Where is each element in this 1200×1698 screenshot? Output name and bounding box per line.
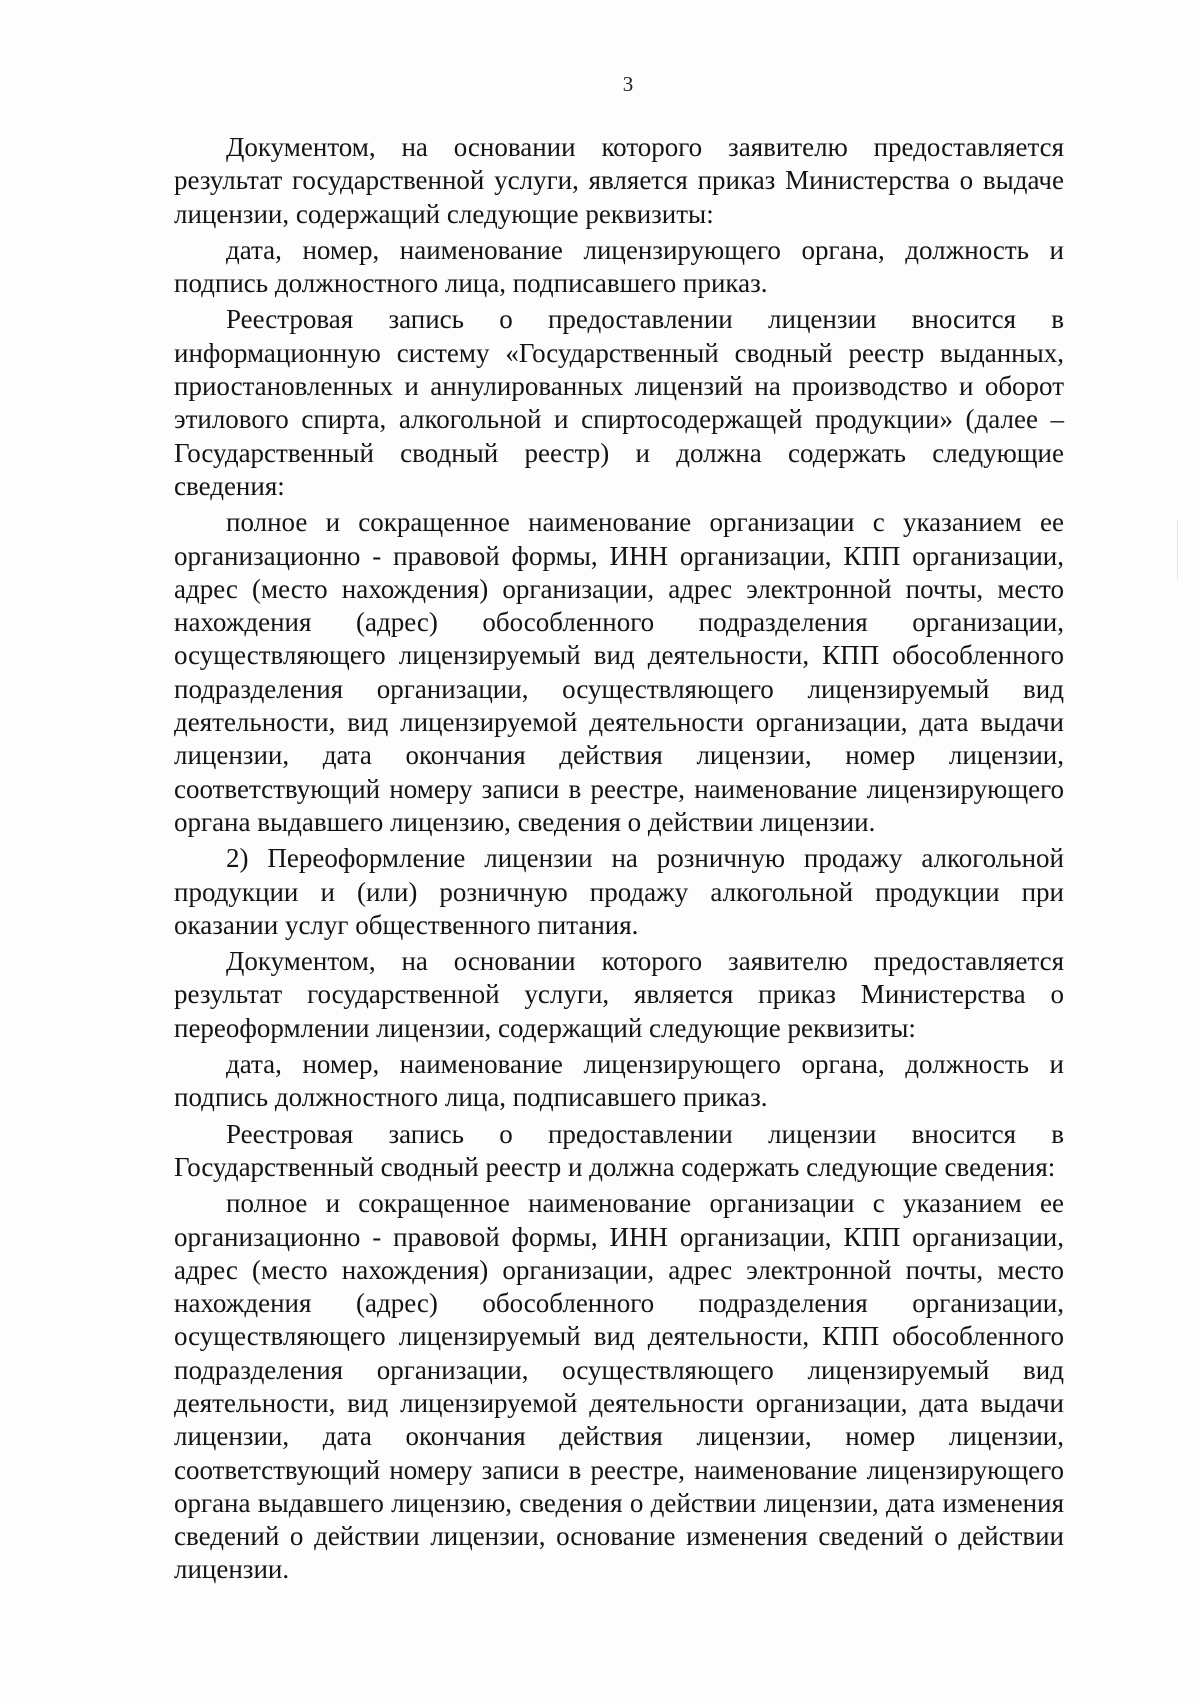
paragraph-result-document: Документом, на основании которого заявителю предоставляется результат государственной услуги, является приказ Министерства о выдаче лицензии, содержащий следующие реквизиты: (174, 132, 1064, 229)
paragraph-reissue-result-document: Документом, на основании которого заявителю предоставляется результат государственной услуги, является приказ Министерства о переоформлении лицензии, содержащий следующие реквизиты: (174, 946, 1064, 1043)
document-body (174, 131, 1064, 1587)
paragraph-reissue-registry-record: Реестровая запись о предоставлении лицензии вносится в Государственный сводный реестр и должна содержать следующие сведения: (174, 1118, 1064, 1182)
paragraph-reissue-heading: 2) Переоформление лицензии на розничную продажу алкогольной продукции и (или) розничную продажу алкогольной продукции при оказании услуг общественного питания. (174, 843, 1064, 940)
paragraph-reissue-registry-fields: полное и сокращенное наименование организации с указанием ее организационно - правовой формы, ИНН организации, КПП организации, адрес (место нахождения) организации, адрес электронной почты, место нахождения (адрес) обособленного подразделения организации, осуществляющего лицензируемый вид деятельности, КПП обособленного подразделения организации, осуществляющего лицензируемый вид деятельности, вид лицензируемой деятельности организации, дата выдачи лицензии, дата окончания действия лицензии, номер лицензии, соответствующий номеру записи в реестре, наименование лицензирующего органа выдавшего лицензию, сведения о действии лицензии, дата изменения сведений о действии лицензии, основание изменения сведений о действии лицензии. (174, 1188, 1064, 1585)
scan-edge-mark (1177, 520, 1178, 580)
paragraph-registry-fields: полное и сокращенное наименование организации с указанием ее организационно - правовой формы, ИНН организации, КПП организации, адрес (место нахождения) организации, адрес электронной почты, место нахождения (адрес) обособленного подразделения организации, осуществляющего лицензируемый вид деятельности, КПП обособленного подразделения организации, осуществляющего лицензируемый вид деятельности, вид лицензируемой деятельности организации, дата выдачи лицензии, дата окончания действия лицензии, номер лицензии, соответствующий номеру записи в реестре, наименование лицензирующего органа выдавшего лицензию, сведения о действии лицензии. (174, 507, 1064, 837)
page-number: 3 (622, 72, 634, 96)
paragraph-reissue-order-requisites: дата, номер, наименование лицензирующего органа, должность и подпись должностного лица, подписавшего приказ. (174, 1049, 1064, 1113)
paragraph-order-requisites: дата, номер, наименование лицензирующего органа, должность и подпись должностного лица, подписавшего приказ. (174, 234, 1064, 299)
paragraph-registry-record: Реестровая запись о предоставлении лицензии вносится в информационную систему «Государственный сводный реестр выданных, приостановленных и аннулированных лицензий на производство и оборот этилового спирта, алкогольной и спиртосодержащей продукции» (далее – Государственный сводный реестр) и должна содержать следующие сведения: (174, 304, 1064, 501)
